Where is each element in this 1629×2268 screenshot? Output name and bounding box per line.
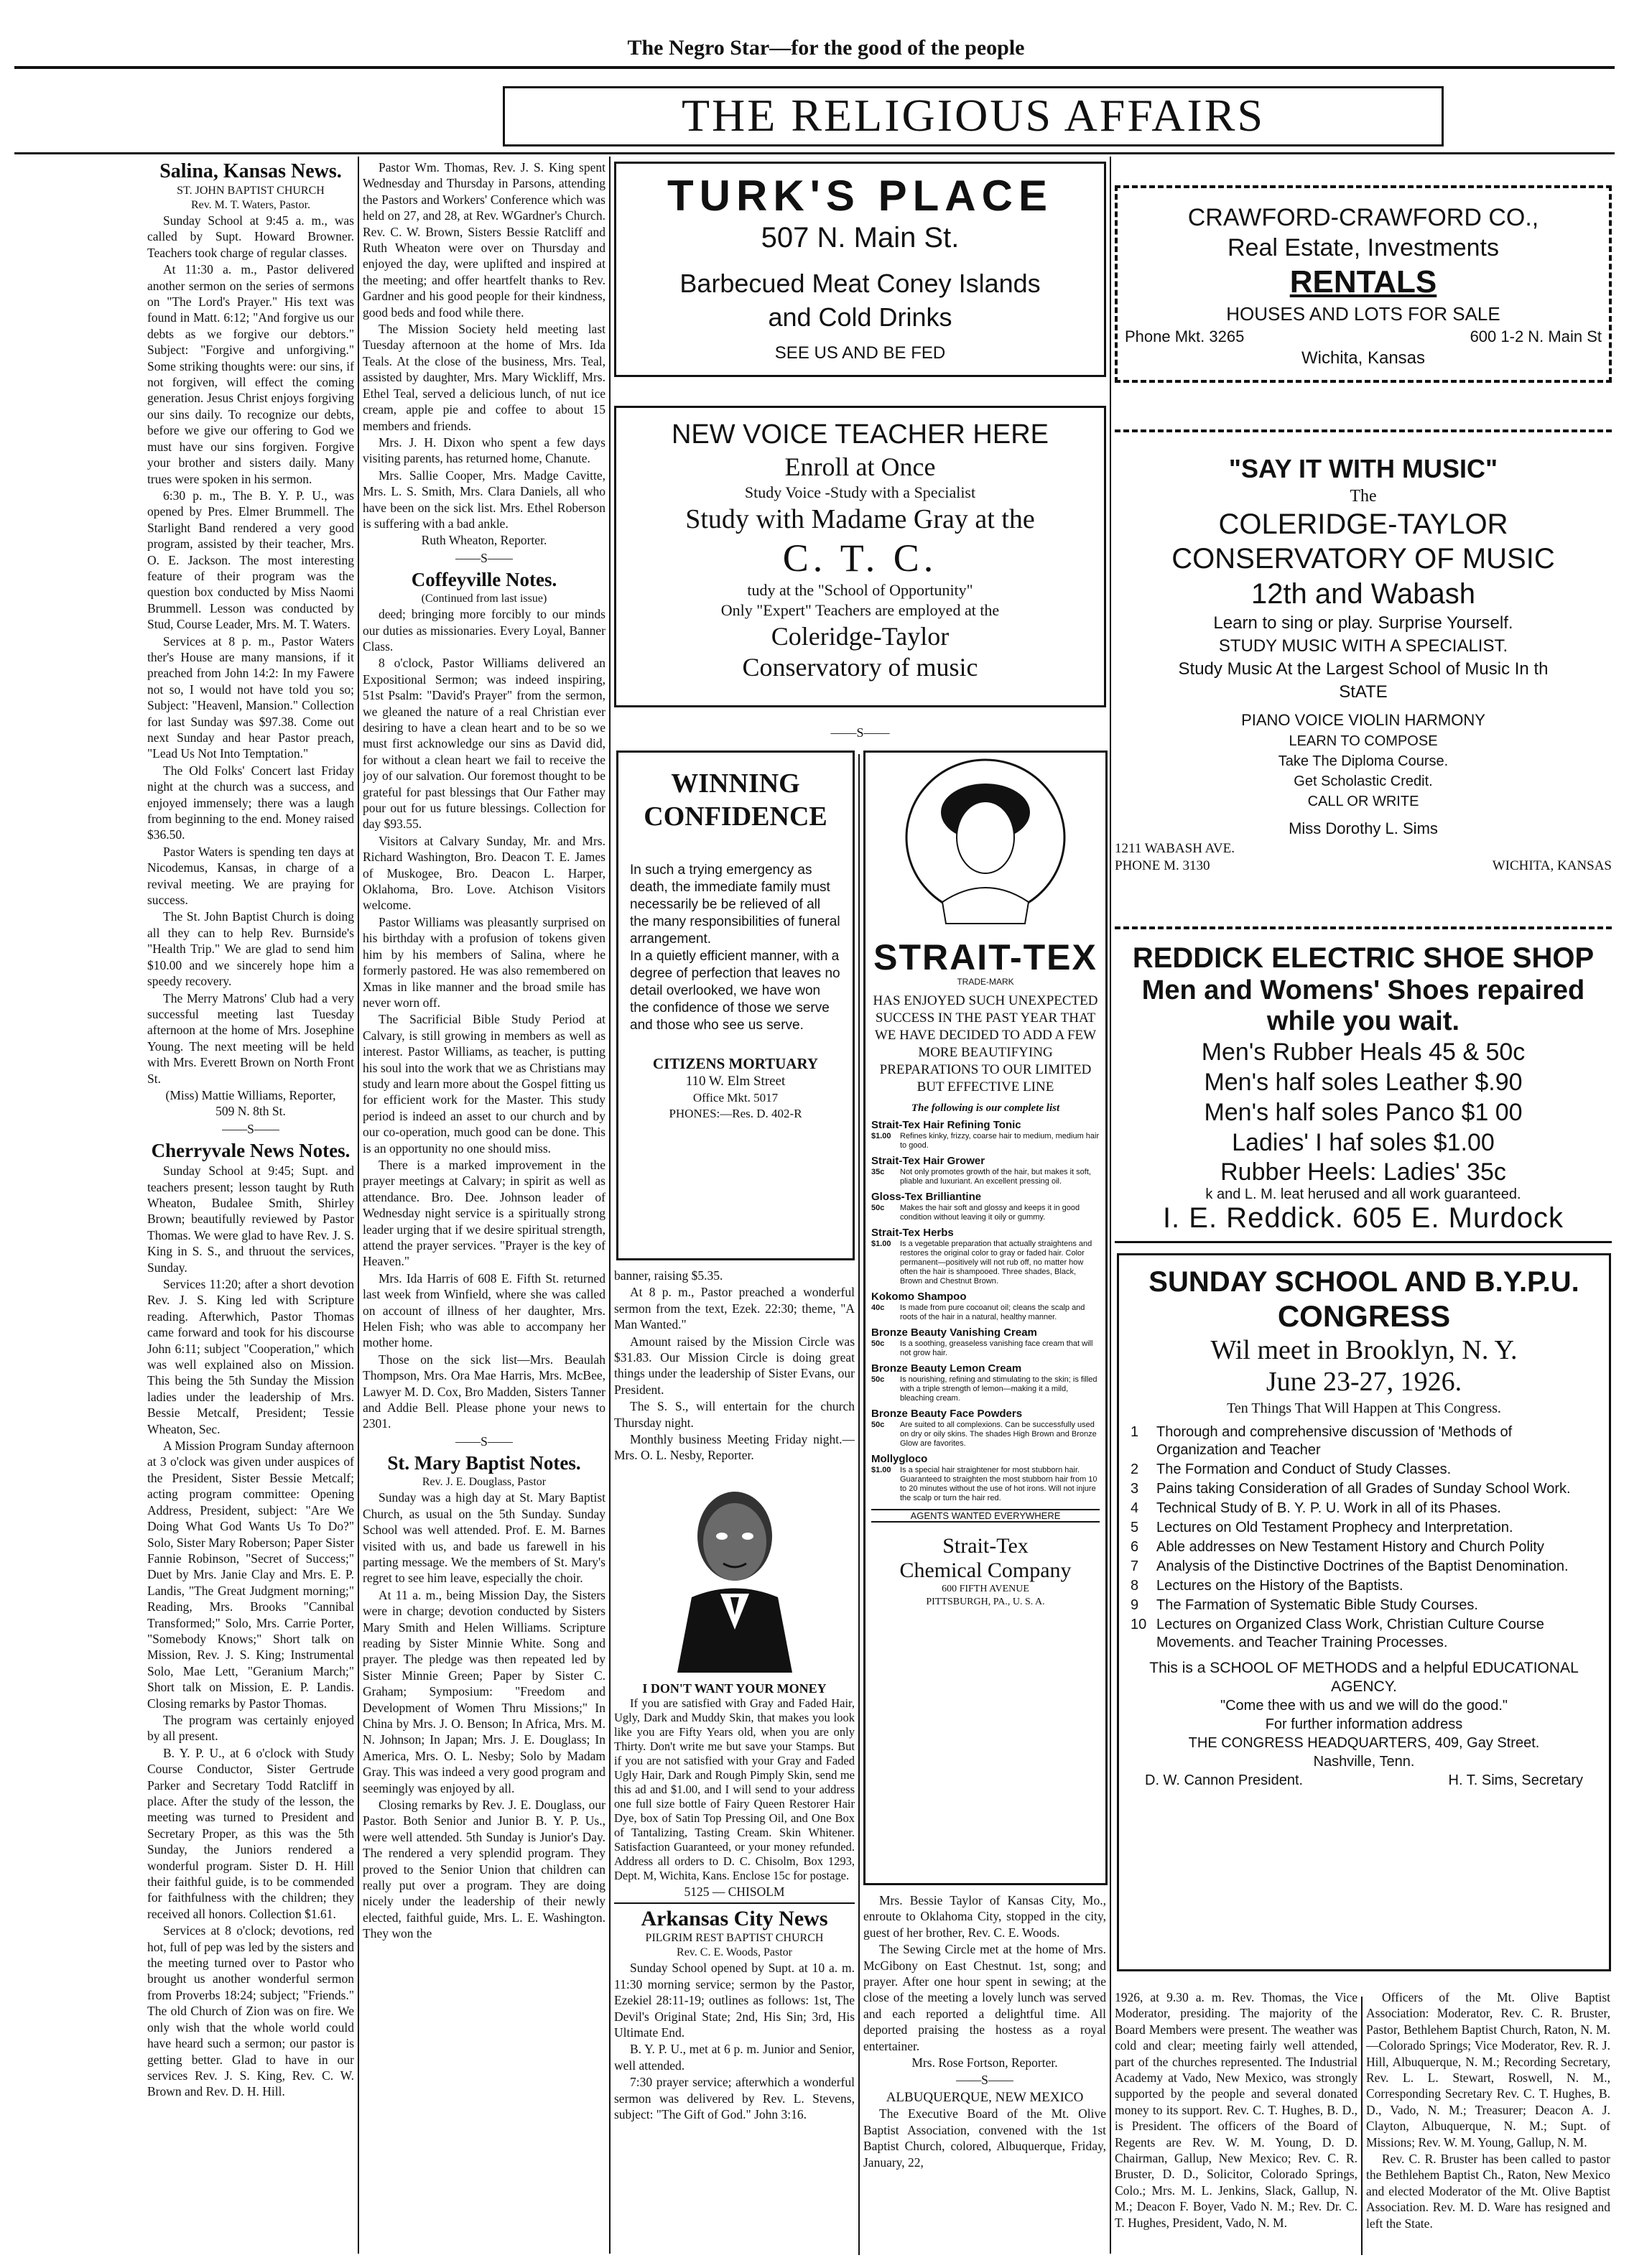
title-rule xyxy=(14,152,1615,154)
product-description: Is made from pure cocoanut oil; cleans the scalp and roots of the hair in a natural, healthy manner. xyxy=(900,1303,1085,1321)
product-price: 50c xyxy=(871,1421,885,1429)
paragraph: B. Y. P. U., at 6 o'clock with Study Course Conductor, Sister Gertrude Parker and Secretary Todd Ratcliff in place. After the study of the lesson, the meeting was turned to President and Secretary Proper, as this was the 5th Sunday, the Juniors rendered a wonderful program. Sister D. H. Hill their faithful guide, is to be commended for faithfulness with the children; they received all honors. Collection $1.61. xyxy=(147,1745,354,1921)
congress-item-number: 5 xyxy=(1131,1520,1139,1535)
music-line-4: StATE xyxy=(1339,682,1388,702)
product-list xyxy=(871,1119,1100,1503)
congress-dates: June 23-27, 1926. xyxy=(1266,1367,1462,1397)
congress-item xyxy=(1131,1597,1597,1614)
music-addr-1: 1211 WABASH AVE. xyxy=(1115,841,1235,856)
paragraph: Rev. C. R. Bruster has been called to pastor the Bethlehem Baptist Ch., Raton, New Mexico and elected Moderator of the Mt. Olive Baptist Association. Rev. M. D. Ware has resigned and left the State. xyxy=(1366,2152,1610,2231)
cherryvale-heading: Cherryvale News Notes. xyxy=(151,1140,351,1162)
product-item xyxy=(871,1227,1100,1286)
congress-item-text: The Farmation of Systematic Bible Study Courses. xyxy=(1156,1597,1478,1613)
product-item xyxy=(871,1119,1100,1151)
congress-item-number: 8 xyxy=(1131,1578,1139,1594)
paragraph: The Mission Society held meeting last Tuesday afternoon at the home of Mrs. Ida Teals. At the close of the business, Mrs. Teal, assisted by daughter, Mrs. Mary Wickliff, Mrs. Ethel Teal, served a delicious lunch, of nut ice cream, apple pie and coffee to about 15 members and friends. xyxy=(363,322,605,433)
paragraph: The Merry Matrons' Club had a very successful meeting last Tuesday afternoon at the home of Mrs. Josephine Young. The next meeting will be held with Mrs. Everett Brown on North Front St. xyxy=(147,990,354,1086)
congress-item xyxy=(1131,1480,1597,1498)
reddick-line-1: Men and Womens' Shoes repaired xyxy=(1141,975,1585,1005)
turks-line-2: and Cold Drinks xyxy=(768,302,952,332)
music-location: 12th and Wabash xyxy=(1250,578,1476,610)
congress-outro: This is a SCHOOL OF METHODS and a helpful EDUCATIONAL AGENCY. xyxy=(1149,1660,1579,1695)
product-name: Gloss-Tex Brilliantine xyxy=(871,1191,982,1203)
paragraph: Services at 8 o'clock; devotions, red hot, full of pep was led by the sisters and the meeting turned over to Pastor who brought us another wonderful sermon from Proverbs 18:24; subject; "Friends." The old Church of Zion was on fire. We only wish that the whole world could have heard such a sermon; our pastor is getting better. Glad to have in our services Rev. J. S. King, Rev. C. W. Brown and Rev. D. H. Hill. xyxy=(147,1923,354,2099)
congress-item-number: 9 xyxy=(1131,1597,1139,1613)
music-contact: Miss Dorothy L. Sims xyxy=(1289,819,1438,837)
paragraph: Sunday School at 9:45 a. m., was called by Supt. Howard Browner. Teachers took charge of regular classes. xyxy=(147,213,354,260)
congress-item-text: Pains taking Consideration of all Grades of Sunday School Work. xyxy=(1156,1481,1571,1497)
paragraph: At 11:30 a. m., Pastor delivered another sermon on the series of sermons on "The Lord's Prayer." His text was found in Matt. 6:12; "And forgive us our debts as we forgive our debtors." Subject: "Forgive and unforgiving." Some striking thoughts were: our sins, if not forgiven, will effect the coming generation. Jesus Christ enjoys forgiving our sins daily. To recognize our debts, before we give our offering to God we must have our sins forgiven. Forgive your brother and sisters daily. Many trues were spoken in his sermon. xyxy=(147,262,354,486)
product-name: Bronze Beauty Vanishing Cream xyxy=(871,1326,1037,1339)
congress-hq: THE CONGRESS HEADQUARTERS, 409, Gay Street. xyxy=(1188,1735,1540,1751)
paragraph: 7:30 prayer service; afterwhich a wonderful sermon was delivered by Rev. L. Stevens, subject: "The Gift of God." John 3:16. xyxy=(614,2075,855,2121)
music-line-7: Take The Diploma Course. xyxy=(1278,753,1449,769)
paragraph: Officers of the Mt. Olive Baptist Association: Moderator, Rev. C. R. Bruster, Pastor, Bethlehem Baptist Church, Raton, N. M.—Colorado Springs; Vice Moderator, Rev. R. J. Hill, Albuquerque, N. M.; Recording Secretary, Rev. L. L. Stewart, Roswell, N. M., Corresponding Secretary Rev. C. T. Hughes, B. D., Vado, N. M.; Treasurer; Deacon A. J. Clayton, Albuquerque, N. M.; Supt. of Missions; Rev. W. M. Young, Gallup, N. M. xyxy=(1366,1990,1610,2150)
paragraph: 6:30 p. m., The B. Y. P. U., was opened by Pres. Elmer Brummell. The Starlight Band rendered a very good program, assisted by their teacher, Mrs. O. E. Jackson. The most interesting feature of their program was the question box conducted by Miss Naomi Brummell. Lesson was conducted by Stud, Course Leader, Mrs. M. T. Waters. xyxy=(147,488,354,632)
congress-item-text: Lectures on Organized Class Work, Christian Culture Course Movements. and Teacher Training Processes. xyxy=(1156,1617,1544,1650)
column-2 xyxy=(363,159,605,2253)
mortuary-phones: PHONES:—Res. D. 402-R xyxy=(669,1107,802,1120)
music-line-9: CALL OR WRITE xyxy=(1307,794,1419,809)
paragraph: Mrs. Bessie Taylor of Kansas City, Mo., enroute to Oklahoma City, stopped in the city, guest of her brother, Rev. C. E. Woods. xyxy=(863,1893,1106,1940)
voice-teacher-ad xyxy=(614,406,1106,707)
paragraph: The Sewing Circle met at the home of Mrs. McGibony on East Chestnut. 1st, song; and prayer. After one hour spent in sewing; at the close of the meeting a lovely lunch was served and each reported a delightful time. All deported praising the hostess as a royal entertainer. xyxy=(863,1942,1106,2053)
product-item xyxy=(871,1191,1100,1222)
albuquerque-heading: ALBUQUERQUE, NEW MEXICO xyxy=(886,2089,1084,2105)
congress-line-1: Wil meet in Brooklyn, N. Y. xyxy=(1210,1335,1518,1365)
congress-item-number: 1 xyxy=(1131,1424,1139,1440)
winning-title-2: CONFIDENCE xyxy=(644,801,827,832)
congress-list xyxy=(1131,1423,1597,1652)
congress-item xyxy=(1131,1616,1597,1652)
product-description: Not only promotes growth of the hair, but makes it soft, pliable and luxuriant. An excellent pressing oil. xyxy=(900,1168,1091,1186)
congress-title-2: CONGRESS xyxy=(1277,1299,1451,1333)
music-the: The xyxy=(1350,487,1377,506)
music-line-1: Learn to sing or play. Surprise Yourself. xyxy=(1213,613,1513,633)
paragraph: The Sacrificial Bible Study Period at Calvary, is still growing in members as well as interest. Pastor Williams, as teacher, is putting his soul into the work that we as Christians may study and learn more about the Gospel fitting us for efficient work for the Master. This study period is indeed an asset to our church and by our co-operation, much good can be done. This is an opportunity no one should miss. xyxy=(363,1012,605,1156)
congress-president: D. W. Cannon President. xyxy=(1145,1772,1304,1788)
coffeyville-subheading: (Continued from last issue) xyxy=(421,592,547,605)
music-addr-2: PHONE M. 3130 xyxy=(1115,858,1210,873)
congress-title-1: SUNDAY SCHOOL AND B.Y.P.U. xyxy=(1148,1266,1579,1298)
congress-hq-city: Nashville, Tenn. xyxy=(1313,1754,1415,1770)
paragraph: Monthly business Meeting Friday night.—Mrs. O. L. Nesby, Reporter. xyxy=(614,1432,855,1463)
paragraph: deed; bringing more forcibly to our minds our duties as missionaries. Every Loyal, Banner Class. xyxy=(363,607,605,654)
music-line-6: LEARN TO COMPOSE xyxy=(1289,733,1438,749)
congress-item-text: The Formation and Conduct of Study Classes. xyxy=(1156,1461,1452,1477)
congress-quote: "Come thee with us and we will do the good." xyxy=(1220,1698,1508,1714)
crawford-address: 600 1-2 N. Main St xyxy=(1470,327,1602,345)
paragraph: Mrs. Sallie Cooper, Mrs. Madge Cavitte, Mrs. L. S. Smith, Mrs. Clara Daniels, all who have been on the sick list. Mrs. Ethel Roberson is suffering with a bad ankle. xyxy=(363,468,605,531)
paragraph: The program was certainly enjoyed by all present. xyxy=(147,1712,354,1744)
separator: ——S—— xyxy=(956,2073,1013,2088)
product-name: Strait-Tex Hair Refining Tonic xyxy=(871,1119,1021,1131)
reddick-line-7: Rubber Heels: Ladies' 35c xyxy=(1220,1158,1506,1186)
product-description: Is a soothing, greaseless vanishing face cream that will not grow hair. xyxy=(900,1339,1093,1357)
strait-tex-trademark: TRADE-MARK xyxy=(957,977,1014,987)
paragraph: Services at 8 p. m., Pastor Waters ther's House are many mansions, if it preached from John 14:2: In my Fawere not so, I would not have told you so; Subject: "Heavenl, Mansion." Collection for last Sunday was $97.38. Come out next Sunday and hear Pastor preach, "Lead Us Not Into Temptation." xyxy=(147,633,354,761)
winning-body: In such a trying emergency as death, the immediate family must necessarily be be relieved of all the many responsibilities of funeral arrangement. In a quietly efficient manner, with a degree of perfection that leaves no detail overlooked, we have won the confidence of those we serve and those who see us serve. xyxy=(630,863,840,1033)
voice-line-6: Only "Expert" Teachers are employed at the xyxy=(720,601,1000,619)
crawford-line-2: HOUSES AND LOTS FOR SALE xyxy=(1226,303,1500,325)
paragraph: Closing remarks by Rev. J. E. Douglass, our Pastor. Both Senior and Junior B. Y. P. Us., were well attended. 5th Sunday is Junior's Day. The rendered a very splendid program. They proved to the Senior Union that children can really put over a program. They are doing nicely under the leadership of their newly elected, faithful guide, Mrs. L. E. Washington. They won the xyxy=(363,1798,605,1941)
turks-name: TURK'S PLACE xyxy=(667,172,1053,220)
voice-line-1: Enroll at Once xyxy=(784,452,936,481)
congress-item-text: Lectures on the History of the Baptists. xyxy=(1156,1578,1403,1594)
column-rule xyxy=(858,754,860,2255)
product-name: Strait-Tex Herbs xyxy=(871,1227,954,1239)
paragraph: There is a marked improvement in the prayer meetings at Calvary; in spirit as well as attendance. Bro. Dee. Johnson leader of Wednesday night service is a spiritually strong leader urging that if we desire spiritual strength, attend the prayer services. "Prayer is the key of Heaven." xyxy=(363,1157,605,1269)
paragraph: The Executive Board of the Mt. Olive Baptist Association, convened with the 1st Baptist Church, colored, Albuquerque, Friday, January, 22, xyxy=(863,2106,1106,2170)
money-ad-code: 5125 — CHISOLM xyxy=(684,1884,785,1899)
reddick-line-2: while you wait. xyxy=(1266,1006,1460,1036)
reddick-headline: REDDICK ELECTRIC SHOE SHOP xyxy=(1132,942,1595,974)
column-3 xyxy=(614,1268,855,2251)
salina-pastor: Rev. M. T. Waters, Pastor. xyxy=(190,199,311,211)
arkansas-church: PILGRIM REST BAPTIST CHURCH xyxy=(645,1932,824,1945)
congress-secretary: H. T. Sims, Secretary xyxy=(1448,1772,1583,1788)
salina-church: ST. JOHN BAPTIST CHURCH xyxy=(177,185,325,197)
crawford-name: CRAWFORD-CRAWFORD CO., xyxy=(1187,204,1539,231)
music-city: WICHITA, KANSAS xyxy=(1492,858,1612,873)
reddick-line-9: I. E. Reddick. 605 E. Murdock xyxy=(1162,1202,1564,1234)
product-price: 50c xyxy=(871,1375,885,1384)
crawford-ad xyxy=(1115,185,1612,383)
paragraph: Those on the sick list—Mrs. Beaulah Thompson, Mrs. Ora Mae Harris, Mrs. McBee, Lawyer M. D. Cox, Bro Madden, Sisters Tanner and Addie Bell. Please phone your news to 2301. xyxy=(363,1352,605,1431)
separator: ——S—— xyxy=(830,725,890,740)
crawford-rentals: RENTALS xyxy=(1289,264,1437,299)
salina-signature: (Miss) Mattie Williams, Reporter, xyxy=(165,1087,336,1102)
turks-place-ad xyxy=(614,162,1106,377)
man-portrait-icon xyxy=(663,1472,807,1673)
product-price: 35c xyxy=(871,1168,885,1176)
column-1 xyxy=(147,159,354,2253)
paragraph: Sunday School at 9:45; Supt. and teachers present; lesson taught by Ruth Wheaton, Budalee Smith, Shirley Brown; beautifully reviewed by Pastor Thomas. We were glad to have Rev. J. S. King in S. S., and thruout the services, Sunday. xyxy=(147,1163,354,1275)
reddick-line-3: Men's Rubber Heals 45 & 50c xyxy=(1201,1038,1526,1066)
congress-item-number: 10 xyxy=(1131,1617,1147,1632)
voice-line-8: Conservatory of music xyxy=(742,653,978,682)
product-description: Are suited to all complexions. Can be successfully used on dry or oily skins. The shades High Brown and Bronze Glow are favorites. xyxy=(900,1421,1097,1448)
strait-tex-agents: AGENTS WANTED EVERYWHERE xyxy=(871,1509,1100,1523)
money-ad-body: If you are satisfied with Gray and Faded Hair, Ugly, Dark and Muddy Skin, that makes you look like you are Fifty Years old, when you are only Thirty. Don't write me but save your Stamps. But if you are not satisfied with your Gray and Faded Ugly Hair, Dark and Rough Pimply Skin, send me this ad and $1.00, and I will send to your address one full size bottle of Fairy Queen Restorer Hair Dye, box of Satin Top Pressing Oil, and One Box of Tantalizing, Tasting Cream. Skin Whitener. Satisfaction Guaranteed, or your money refunded. Address all orders to D. C. Chisolm, Box 1293, Dept. M, Wichita, Kans. Enclose 15c for postage. xyxy=(614,1696,855,1882)
crawford-phone: Phone Mkt. 3265 xyxy=(1125,327,1245,345)
turks-address: 507 N. Main St. xyxy=(761,222,960,254)
voice-line-7: Coleridge-Taylor xyxy=(771,622,950,651)
paragraph: 1926, at 9.30 a. m. Rev. Thomas, the Vice Moderator, presiding. The majority of the Board Members were present. The weather was cold and clear; meeting fairly well attended, part of the churches represented. The Industrial Academy at Vado, New Mexico, was strongly supported by the people and several donated money to its support. Rev. C. T. Hughes, B. D., is President. The officers of the Board of Regents are Rev. W. M. Young, D. D. Chairman, Gallup, New Mexico; Rev. C. R. Bruster, D. D., Solicitor, Colorado Springs, Colo.; Mrs. M. L. Jenkins, Slack, Gallup, N. M.; Deacon F. Boyer, Vado N. M.; Rev. Dr. C. T. Hughes, President, Vado, N. M. xyxy=(1115,1990,1358,2230)
turks-line-1: Barbecued Meat Coney Islands xyxy=(679,269,1041,298)
separator: ——S—— xyxy=(455,1433,513,1449)
paragraph: Sunday was a high day at St. Mary Baptist Church, as usual on the 5th Sunday. Sunday School was well attended. Prof. E. M. Barnes visited with us, and bade us farewell in his parting message. We the members of St. Mary's regret to see him leave, especially the choir. xyxy=(363,1490,605,1586)
paragraph: Mrs. J. H. Dixon who spent a few days visiting parents, has returned home, Chanute. xyxy=(363,434,605,466)
music-headline: "SAY IT WITH MUSIC" xyxy=(1228,454,1498,483)
paragraph: A Mission Program Sunday afternoon at 3 o'clock was given under auspices of the President, Sister Bessie Metcalf; acting program committee: Opening Address, President, subject: "Are We Doing What God Wants Us To Do?" Solo, Sister Mary Roberson; Paper Sister Fannie Robinson, "Secret of Success;" Duet by Mrs. Janie Clay and Mrs. E. P. Landis, "The Great Judgment morning;" Reading, Mrs. Brooks "Cannibal Transformed;" Solo, Mrs. Carrie Porter, "Somebody Knows;" Short talk on Mission, Rev. J. S. King; Instrumental Solo, Mae Lett, "Geranium March;" Short talk on Mission, E. P. Landis. Closing remarks by Pastor Thomas. xyxy=(147,1439,354,1711)
paragraph: At 11 a. m., being Mission Day, the Sisters were in charge; devotion conducted by Sisters Mary Smith and Helen Williams. Scripture reading by Sister Minnie White. Song and prayer. The pledge was then repeated led by Sister Minnie Green; Paper by Sister C. Graham; Symposium: "Freedom and Development of Women Thru Missions;" In China by Mrs. J. O. Benson; In Africa, Mrs. M. N. Johnson; In Japan; Mrs. J. E. Douglass; In America, Mrs. O. L. Nesby; Solo by Madam Gray. This was indeed a very good program and seemingly was enjoyed by all. xyxy=(363,1587,605,1795)
separator: ——S—— xyxy=(455,550,513,565)
turks-tagline: SEE US AND BE FED xyxy=(774,343,946,363)
product-name: Kokomo Shampoo xyxy=(871,1291,967,1303)
product-item xyxy=(871,1408,1100,1449)
reddick-ad xyxy=(1115,941,1612,1234)
divider xyxy=(1115,429,1612,432)
col4-signature: Mrs. Rose Fortson, Reporter. xyxy=(911,2055,1058,2071)
paragraph: Pastor Williams was pleasantly surprised on his birthday with a profusion of tokens given him by his members of Salina, where he formerly pastored. He was also remembered on Xmas in like manner and the broad smile has never worn off. xyxy=(363,914,605,1010)
product-price: $1.00 xyxy=(871,1132,891,1140)
column-4 xyxy=(863,1892,1106,2251)
strait-tex-city: PITTSBURGH, PA., U. S. A. xyxy=(926,1597,1045,1607)
head-rule xyxy=(14,66,1615,69)
congress-item-text: Technical Study of B. Y. P. U. Work in all of its Phases. xyxy=(1156,1500,1501,1516)
column-rule xyxy=(358,157,359,2254)
music-name-1: COLERIDGE-TAYLOR xyxy=(1218,508,1508,540)
column-6 xyxy=(1366,1989,1610,2251)
music-line-8: Get Scholastic Credit. xyxy=(1294,773,1433,789)
paragraph: At 8 p. m., Pastor preached a wonderful sermon from the text, Ezek. 22:30; theme, "A Man Wanted." xyxy=(614,1285,855,1332)
strait-tex-company-1: Strait-Tex xyxy=(942,1534,1029,1558)
money-ad-headline: I DON'T WANT YOUR MONEY xyxy=(642,1681,827,1696)
reddick-line-5: Men's half soles Panco $1 00 xyxy=(1204,1099,1523,1126)
reddick-line-6: Ladies' I haf soles $1.00 xyxy=(1232,1129,1495,1156)
congress-item-text: Analysis of the Distinctive Doctrines of the Baptist Denomination. xyxy=(1156,1558,1569,1574)
congress-item-number: 7 xyxy=(1131,1558,1139,1574)
product-description: Is a special hair straightener for most stubborn hair. Guaranteed to straighten the most stubborn hair from 10 to 20 minutes without the use of hot irons. Will not injure the scalp or turn the hair red. xyxy=(900,1466,1097,1502)
mortuary-name: CITIZENS MORTUARY xyxy=(652,1055,819,1072)
conservatory-ad xyxy=(1115,452,1612,912)
strait-tex-company-2: Chemical Company xyxy=(899,1558,1072,1582)
winning-confidence-ad xyxy=(616,750,855,1260)
congress-item xyxy=(1131,1558,1597,1576)
congress-item-text: Lectures on Old Testament Prophecy and Interpretation. xyxy=(1156,1520,1513,1535)
paragraph: The St. John Baptist Church is doing all they can to help Rev. Burnside's "Health Trip." We are glad to send him $10.00 and we sincerely hope him a speedy recovery. xyxy=(147,909,354,989)
paragraph: Sunday School opened by Supt. at 10 a. m. 11:30 morning service; sermon by the Pastor, Ezekiel 28:11-19; outlines as follows: 1st, The Devil's Original State; 2nd, His Sin; 3rd, His Ultimate End. xyxy=(614,1961,855,2040)
congress-item xyxy=(1131,1538,1597,1556)
paragraph: 8 o'clock, Pastor Williams delivered an Expositional Sermon; was indeed inspiring, 51st Psalm: "David's Prayer" from the sermon, we gleaned the nature of a real Christian ever desiring to have a clean heart and to be so we must first acknowledge our sins as David did, for without a clean heart we fail to receive the joy of our salvation. Our foremost thought to be grateful for past blessings that Our Father may pour out for us future blessings. Collection for day $93.55. xyxy=(363,656,605,832)
congress-item-number: 6 xyxy=(1131,1539,1139,1555)
music-line-3: Study Music At the Largest School of Music In th xyxy=(1178,659,1549,679)
column-rule xyxy=(1361,1997,1363,2255)
running-head: The Negro Star—for the good of the people xyxy=(627,36,1025,60)
paragraph: banner, raising $5.35. xyxy=(614,1268,723,1283)
congress-item-number: 2 xyxy=(1131,1461,1139,1477)
congress-item-number: 3 xyxy=(1131,1481,1139,1497)
strait-tex-brand: STRAIT-TEX xyxy=(873,937,1097,977)
section-title: THE RELIGIOUS AFFAIRS xyxy=(503,86,1444,147)
product-description: Is a vegetable preparation that actually straightens and restores the original color to gray or faded hair. Color permanent—positively will not rub off, no matter how often the hair is shampooed. Three shades, Black, Brown and Chestnut Brown. xyxy=(900,1240,1092,1286)
mortuary-office: Office Mkt. 5017 xyxy=(692,1091,779,1105)
divider xyxy=(1115,926,1612,929)
arkansas-pastor: Rev. C. E. Woods, Pastor xyxy=(677,1946,792,1959)
paragraph: Pastor Wm. Thomas, Rev. J. S. King spent Wednesday and Thursday in Parsons, attending the Pastors and Workers' Conference which was held on 27, and 28, at Rev. WGardner's Church. Rev. C. W. Brown, Sisters Bessie Ratcliff and Ruth Wheaton were over on Thursday and enjoyed the day, were uplifted and inspired at the meeting; and offer heartfelt thanks to Rev. Gardner and his good people for their kindness, good beds and food while there. xyxy=(363,160,605,320)
strait-tex-following: The following is our complete list xyxy=(911,1102,1060,1114)
product-item xyxy=(871,1326,1100,1358)
product-name: Strait-Tex Hair Grower xyxy=(871,1155,985,1167)
st-mary-pastor: Rev. J. E. Douglass, Pastor xyxy=(422,1476,547,1489)
paragraph: Amount raised by the Mission Circle was $31.83. Our Mission Circle is doing great things under the leadership of Sister Evans, our President. xyxy=(614,1334,855,1397)
paragraph: The Old Folks' Concert last Friday night at the church was a success, and enjoyed immensely; there was a laugh from beginning to the end. Money raised $36.50. xyxy=(147,763,354,842)
winning-title-1: WINNING xyxy=(671,768,800,799)
reddick-line-4: Men's half soles Leather $.90 xyxy=(1204,1069,1523,1096)
mortuary-street: 110 W. Elm Street xyxy=(685,1074,786,1089)
continued-signature: Ruth Wheaton, Reporter. xyxy=(421,533,547,548)
congress-item xyxy=(1131,1423,1597,1459)
divider xyxy=(1115,1241,1612,1243)
divider xyxy=(614,1902,855,1904)
product-item xyxy=(871,1155,1100,1186)
paragraph: Mrs. Ida Harris of 608 E. Fifth St. returned last week from Winfield, where she was called on account of illness of her daughter, Mrs. Helen Fish; who was able to accompany her mother home. xyxy=(363,1270,605,1350)
congress-ad xyxy=(1117,1253,1611,1971)
column-5 xyxy=(1115,1989,1358,2251)
product-price: $1.00 xyxy=(871,1240,891,1248)
separator: ——S—— xyxy=(222,1121,279,1136)
congress-info: For further information address xyxy=(1265,1716,1463,1732)
st-mary-heading: St. Mary Baptist Notes. xyxy=(387,1452,581,1474)
arkansas-heading: Arkansas City News xyxy=(641,1907,828,1931)
congress-intro: Ten Things That Will Happen at This Congress. xyxy=(1227,1400,1501,1416)
product-description: Makes the hair soft and glossy and keeps it in good condition without leaving it oily or gummy. xyxy=(900,1204,1080,1222)
voice-line-5: tudy at the "School of Opportunity" xyxy=(747,581,973,599)
crawford-line-1: Real Estate, Investments xyxy=(1227,234,1499,261)
paragraph: Services 11:20; after a short devotion Rev. J. S. King led with Scripture reading. Afterwhich, Pastor Thomas came forward and took for his discourse John 6:11; subject "Cooperation," which was well explained also on Mission. This being the 5th Sunday the Mission ladies under the leadership of Mrs. Bessie Metcalf, President; Tessie Wheaton, Sec. xyxy=(147,1277,354,1436)
product-description: Refines kinky, frizzy, coarse hair to medium, medium hair to good. xyxy=(900,1132,1100,1150)
congress-item xyxy=(1131,1519,1597,1537)
product-item xyxy=(871,1362,1100,1403)
product-price: 40c xyxy=(871,1303,885,1312)
paragraph: Pastor Waters is spending ten days at Nicodemus, Kansas, in charge of a revival meeting. We are praying for success. xyxy=(147,844,354,908)
voice-headline: NEW VOICE TEACHER HERE xyxy=(671,419,1049,450)
music-name-2: CONSERVATORY OF MUSIC xyxy=(1171,543,1555,575)
woman-portrait xyxy=(871,758,1100,938)
woman-portrait-icon xyxy=(899,758,1072,938)
portrait-image xyxy=(614,1468,855,1676)
congress-item xyxy=(1131,1500,1597,1518)
column-rule xyxy=(1110,157,1111,2254)
voice-line-3: Study with Madame Gray at the xyxy=(685,504,1035,534)
voice-line-4: C. T. C. xyxy=(782,536,938,580)
congress-item xyxy=(1131,1461,1597,1479)
strait-tex-street: 600 FIFTH AVENUE xyxy=(942,1584,1029,1594)
congress-item-text: Able addresses on New Testament History and Church Polity xyxy=(1156,1539,1544,1555)
product-item xyxy=(871,1453,1100,1503)
column-rule xyxy=(609,157,611,2254)
paragraph: Visitors at Calvary Sunday, Mr. and Mrs. Richard Washington, Bro. Deacon T. E. James of Muskogee, Bro. Deacon L. Harper, Oklahoma, Bro. Love. Atchison Visitors welcome. xyxy=(363,833,605,913)
congress-item xyxy=(1131,1577,1597,1595)
strait-tex-claim: HAS ENJOYED SUCH UNEXPECTED SUCCESS IN THE PAST YEAR THAT WE HAVE DECIDED TO ADD A FEW MORE BEAUTIFYING PREPARATIONS TO OUR LIMITED BUT EFFECTIVE LINE xyxy=(873,993,1098,1095)
salina-address: 509 N. 8th St. xyxy=(215,1104,286,1119)
product-description: Is nourishing, refining and stimulating to the skin; is filled with a triple strength of lemon—making it a mild, bleaching cream. xyxy=(900,1375,1097,1403)
product-name: Bronze Beauty Face Powders xyxy=(871,1408,1023,1420)
congress-item-number: 4 xyxy=(1131,1500,1139,1516)
voice-line-2: Study Voice -Study with a Specialist xyxy=(744,483,976,501)
crawford-city: Wichita, Kansas xyxy=(1301,348,1426,368)
product-price: $1.00 xyxy=(871,1466,891,1474)
music-line-5: PIANO VOICE VIOLIN HARMONY xyxy=(1241,711,1485,729)
congress-item-text: Thorough and comprehensive discussion of 'Methods of Organization and Teacher xyxy=(1156,1424,1513,1458)
coffeyville-heading: Coffeyville Notes. xyxy=(411,569,557,591)
product-price: 50c xyxy=(871,1339,885,1348)
product-name: Mollygloco xyxy=(871,1453,928,1465)
paragraph: The S. S., will entertain for the church Thursday night. xyxy=(614,1399,855,1430)
music-line-2: STUDY MUSIC WITH A SPECIALIST. xyxy=(1218,636,1508,656)
paragraph: B. Y. P. U., met at 6 p. m. Junior and Senior, well attended. xyxy=(614,2042,855,2073)
reddick-line-8: k and L. M. leat herused and all work guaranteed. xyxy=(1205,1186,1521,1202)
product-price: 50c xyxy=(871,1204,885,1212)
strait-tex-ad xyxy=(863,750,1108,1885)
product-item xyxy=(871,1291,1100,1322)
salina-heading: Salina, Kansas News. xyxy=(159,160,342,182)
product-name: Bronze Beauty Lemon Cream xyxy=(871,1362,1022,1375)
